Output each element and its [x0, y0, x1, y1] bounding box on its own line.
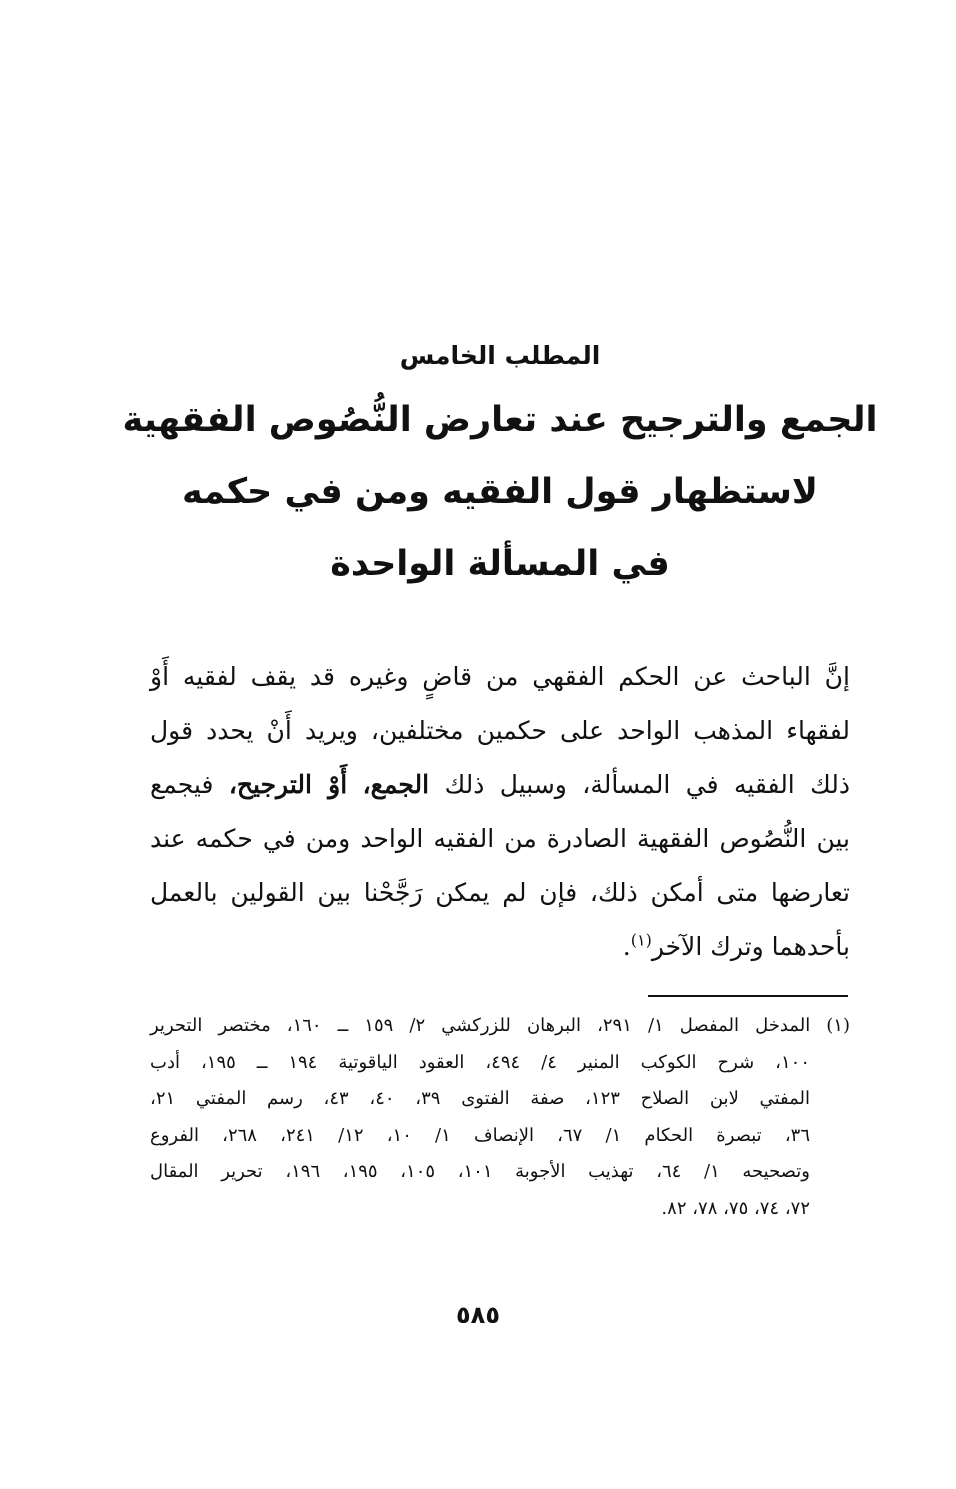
- footnote-line-1: (١) المدخل المفصل ١/ ٢٩١، البرهان للزركشي ٢/ ١٥٩ ــ ١٦٠، مختصر التحرير: [150, 1015, 850, 1036]
- term-tarjih: أَوْ الترجيح،: [228, 770, 348, 799]
- footnote-line-3: المفتي لابن الصلاح ١٢٣، صفة الفتوى ٣٩، ٤٠، ٤٣، رسم المفتي ٢١،: [150, 1088, 810, 1109]
- title-line-2: لاستظهار قول الفقيه ومن في حكمه: [182, 472, 818, 512]
- footnote-line-6: ٧٢، ٧٤، ٧٥، ٧٨، ٨٢.: [661, 1197, 810, 1219]
- footnote-line-2: ١٠٠، شرح الكوكب المنير ٤/ ٤٩٤، العقود الياقوتية ١٩٤ ــ ١٩٥، أدب: [150, 1051, 811, 1073]
- title-line-3: في المسألة الواحدة: [330, 544, 670, 584]
- body-line-4: بين النُّصُوص الفقهية الصادرة من الفقيه الواحد ومن في حكمه عند: [150, 824, 850, 853]
- body-line-6-end: .: [622, 932, 631, 961]
- body-line-6-start: بأحدهما وترك الآخر: [651, 932, 850, 961]
- footnotes: [150, 1008, 850, 1227]
- body-line-5: تعارضها متى أمكن ذلك، فإن لم يمكن رَجَّحْنا بين القولين بالعمل: [150, 878, 850, 907]
- title-line-1: الجمع والترجيح عند تعارض النُّصُوص الفقهية: [122, 400, 878, 440]
- term-jam: الجمع،: [362, 770, 430, 799]
- section-title: [110, 384, 890, 600]
- body-line-6: [150, 920, 850, 974]
- footnote-line-5: وتصحيحه ١/ ٦٤، تهذيب الأجوبة ١٠١، ١٠٥، ١٩٥، ١٩٦، تحرير المقال: [150, 1161, 810, 1182]
- body-line-1: إنَّ الباحث عن الحكم الفقهي من قاضٍ وغيره قد يقف لفقيه أَوْ: [150, 662, 850, 691]
- section-subtitle: المطلب الخامس: [399, 341, 601, 370]
- body-line-3: [150, 758, 850, 812]
- footnote-separator: [648, 995, 848, 997]
- footnote-line-4: ٣٦، تبصرة الحكام ١/ ٦٧، الإنصاف ١/ ١٠، ١٢/ ٢٤١، ٢٦٨، الفروع: [150, 1124, 811, 1146]
- footnote-reference[interactable]: (١): [630, 930, 652, 950]
- page-number: ٥٨٥: [456, 1301, 500, 1329]
- body-line-2: لفقهاء المذهب الواحد على حكمين مختلفين، ويريد أَنْ يحدد قول: [150, 716, 850, 745]
- body-line-3-start: ذلك الفقيه في المسألة، وسبيل ذلك: [444, 770, 851, 799]
- body-paragraph: [150, 650, 850, 974]
- body-line-3-end: فيجمع: [150, 770, 214, 799]
